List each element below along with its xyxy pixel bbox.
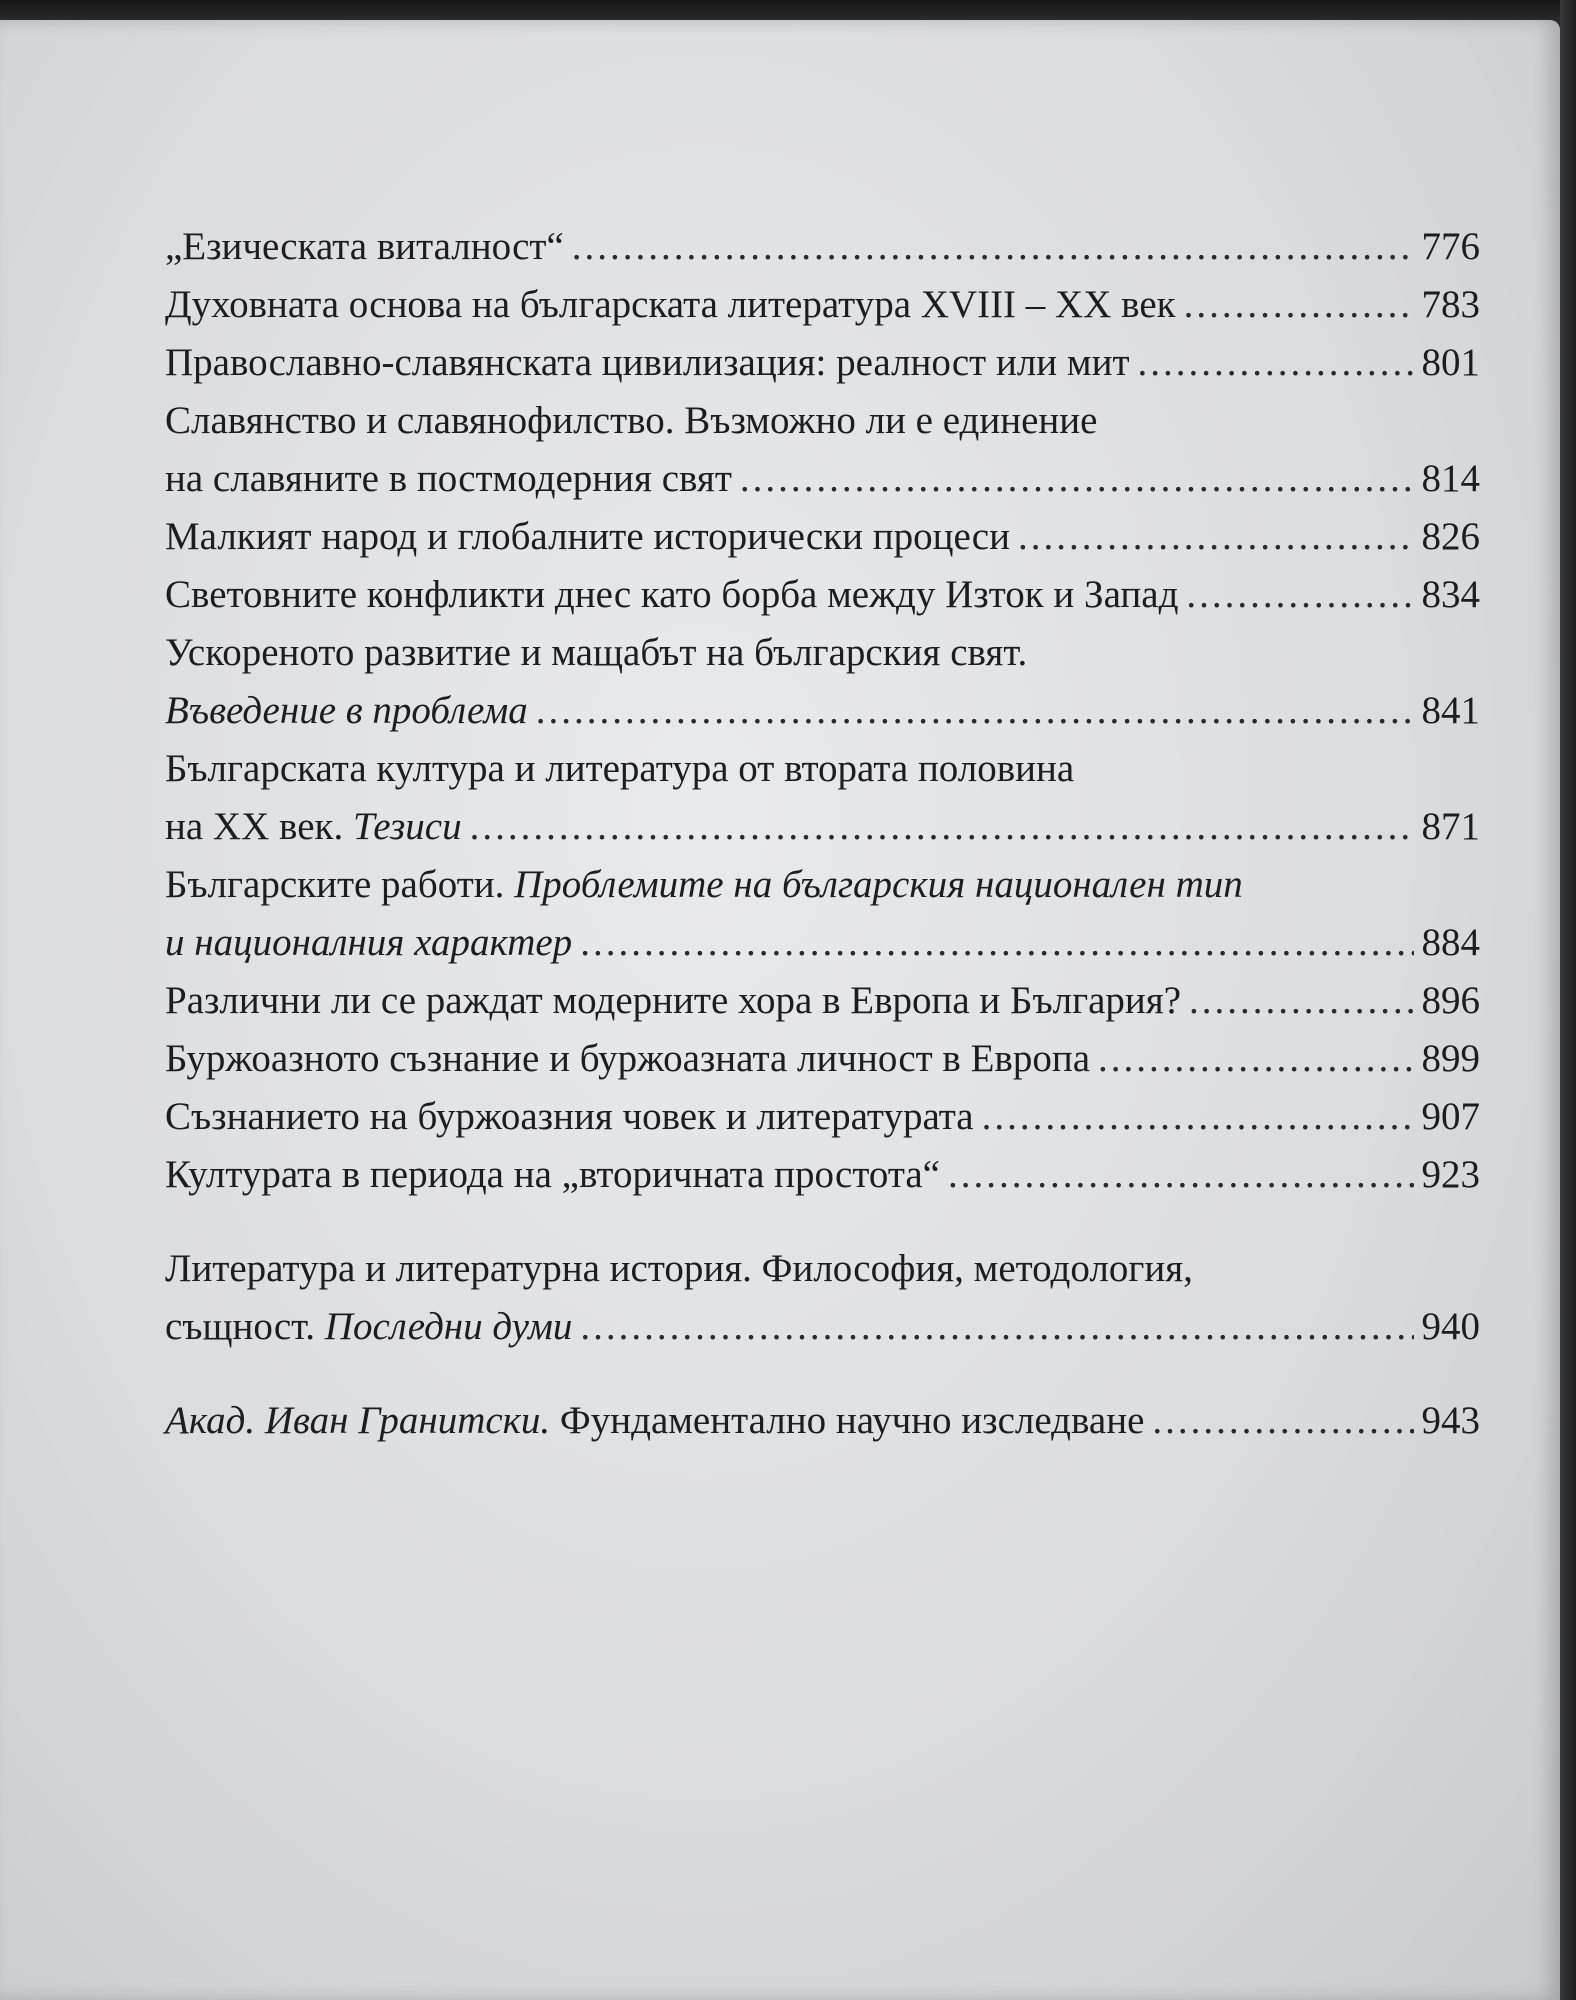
toc-title-part: Духовната основа на българската литература XVIII – XX век [165, 283, 1176, 326]
toc-title-part: Фундаментално научно изследване [559, 1399, 1145, 1442]
toc-entry-line [165, 798, 1480, 856]
toc-entry-line [165, 566, 1480, 624]
toc-entry-line [165, 508, 1480, 566]
toc-entry-line [165, 624, 1480, 682]
dot-leader [580, 914, 1413, 972]
toc-entry-line [165, 856, 1480, 914]
toc-title-part: Различни ли се раждат модерните хора в Европа и България? [165, 979, 1181, 1022]
toc-title-part: на славяните в постмодерния свят [165, 457, 732, 500]
toc-entry-line [165, 1146, 1480, 1204]
toc-title-part: Православно-славянската цивилизация: реалност или мит [165, 341, 1130, 384]
dot-leader [470, 798, 1414, 856]
dot-leader [536, 682, 1414, 740]
toc-entry-title [165, 450, 732, 508]
toc-entry-title [165, 1088, 974, 1146]
toc-title-part: Българските работи. [165, 863, 515, 906]
toc-page-number: 783 [1421, 283, 1480, 326]
toc-title-part: Съзнанието на буржоазния човек и литературата [165, 1095, 974, 1138]
toc-entry-title [165, 1240, 1193, 1298]
toc-entry [165, 276, 1480, 334]
toc-title-part: Културата в периода на „вторичната простота“ [165, 1153, 940, 1196]
toc-title-italic-part: Последни думи [324, 1305, 573, 1348]
toc-entry [165, 218, 1480, 276]
dot-leader [1184, 276, 1414, 334]
toc-entry-line [165, 334, 1480, 392]
dot-leader [1186, 566, 1413, 624]
toc-entry-title [165, 740, 1074, 798]
toc-entry-title [165, 1030, 1090, 1088]
toc-entry [165, 740, 1480, 856]
toc-entry-line [165, 1030, 1480, 1088]
toc-entry [165, 1240, 1480, 1356]
toc-entry [165, 624, 1480, 740]
dot-leader [572, 218, 1414, 276]
toc-entry-line [165, 392, 1480, 450]
toc-entry-title [165, 682, 528, 740]
toc-page-number: 841 [1421, 689, 1480, 732]
toc-page-number: 943 [1421, 1399, 1480, 1442]
section-gap [165, 1204, 1480, 1240]
toc-page-number: 834 [1421, 573, 1480, 616]
toc-title-italic-part: Акад. Иван Гранитски. [165, 1399, 560, 1442]
toc-entry-title [165, 972, 1181, 1030]
dot-leader [948, 1146, 1414, 1204]
dot-leader [1098, 1030, 1413, 1088]
toc-entry-title [165, 856, 1243, 914]
toc-entry-line [165, 682, 1480, 740]
toc-title-part: Славянство и славянофилство. Възможно ли е единение [165, 399, 1098, 442]
toc-title-part: Малкият народ и глобалните исторически процеси [165, 515, 1010, 558]
book-top-edge [0, 0, 1576, 22]
toc-page-number: 907 [1421, 1095, 1480, 1138]
toc-entry-line [165, 914, 1480, 972]
toc-entry-title [165, 276, 1176, 334]
toc-entry [165, 566, 1480, 624]
book-right-edge [1560, 0, 1576, 2000]
toc-entry-title [165, 1392, 1144, 1450]
toc-title-part: на XX век. [165, 805, 353, 848]
toc-entry-title [165, 566, 1178, 624]
table-of-contents [165, 218, 1480, 1450]
toc-title-part: Литература и литературна история. Философия, методология, [165, 1247, 1193, 1290]
toc-page-number: 923 [1421, 1153, 1480, 1196]
dot-leader [982, 1088, 1414, 1146]
toc-entry-line [165, 972, 1480, 1030]
toc-entry [165, 334, 1480, 392]
toc-title-part: същност. [165, 1305, 325, 1348]
toc-entry-title [165, 334, 1130, 392]
toc-entry-title [165, 1146, 940, 1204]
toc-entry [165, 392, 1480, 508]
toc-title-part: Буржоазното съзнание и буржоазната личност в Европа [165, 1037, 1091, 1080]
toc-page-number: 940 [1421, 1305, 1480, 1348]
toc-entry-line [165, 1240, 1480, 1298]
book-page [0, 20, 1560, 2000]
toc-title-part: „Езическата виталност“ [165, 225, 564, 268]
section-gap [165, 1356, 1480, 1392]
toc-entry [165, 1030, 1480, 1088]
toc-page-number: 871 [1421, 805, 1480, 848]
toc-entry [165, 508, 1480, 566]
toc-entry [165, 1392, 1480, 1450]
toc-title-part: Ускореното развитие и мащабът на българския свят. [165, 631, 1028, 674]
toc-title-part: Българската култура и литература от втората половина [165, 747, 1075, 790]
toc-entry-line [165, 218, 1480, 276]
toc-entry-line [165, 276, 1480, 334]
dot-leader [580, 1298, 1413, 1356]
toc-page-number: 814 [1421, 457, 1480, 500]
toc-entry-line [165, 1088, 1480, 1146]
toc-entry [165, 1146, 1480, 1204]
toc-page-number: 776 [1421, 225, 1480, 268]
toc-page-number: 801 [1421, 341, 1480, 384]
toc-title-italic-part: Тезиси [352, 805, 462, 848]
toc-entry-title [165, 218, 564, 276]
toc-entry-title [165, 914, 572, 972]
toc-entry-line [165, 740, 1480, 798]
dot-leader [1138, 334, 1414, 392]
dot-leader [1189, 972, 1414, 1030]
toc-page-number: 899 [1421, 1037, 1480, 1080]
toc-page-number: 896 [1421, 979, 1480, 1022]
toc-entry [165, 1088, 1480, 1146]
toc-title-italic-part: Въведение в проблема [165, 689, 528, 732]
dot-leader [1152, 1392, 1413, 1450]
toc-page-number: 826 [1421, 515, 1480, 558]
toc-entry-line [165, 1298, 1480, 1356]
toc-title-italic-part: и националния характер [165, 921, 573, 964]
toc-entry-line [165, 450, 1480, 508]
toc-title-italic-part: Проблемите на българския национален тип [514, 863, 1243, 906]
toc-entry-title [165, 1298, 572, 1356]
dot-leader [1018, 508, 1414, 566]
toc-entry [165, 972, 1480, 1030]
toc-entry-title [165, 508, 1010, 566]
toc-entry-title [165, 624, 1027, 682]
toc-title-part: Световните конфликти днес като борба между Изток и Запад [165, 573, 1179, 616]
toc-entry [165, 856, 1480, 972]
dot-leader [740, 450, 1414, 508]
toc-page-number: 884 [1421, 921, 1480, 964]
toc-entry-line [165, 1392, 1480, 1450]
toc-entry-title [165, 392, 1097, 450]
toc-entry-title [165, 798, 462, 856]
